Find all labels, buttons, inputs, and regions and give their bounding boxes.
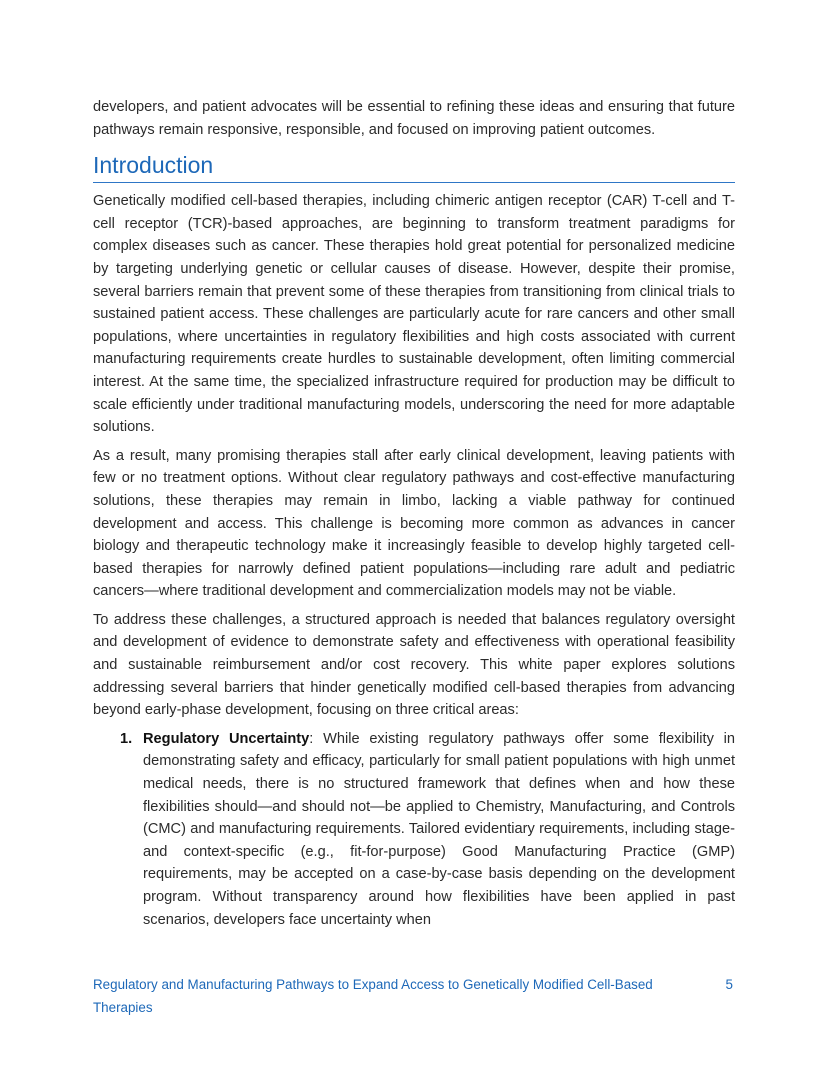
footer-title: Regulatory and Manufacturing Pathways to Expand Access to Genetically Modified Cell-Based Therapies xyxy=(93,977,653,1015)
body-paragraph: As a result, many promising therapies stall after early clinical development, leaving patients with few or no treatment options. Without clear regulatory pathways and cost-effective manufacturing solutions, these therapies may remain in limbo, lacking a viable pathway for continued development and access. This challenge is becoming more common as advances in cancer biology and therapeutic technology make it increasingly feasible to develop highly targeted cell-based therapies for narrowly defined patient populations—including rare adult and pediatric cancers—where traditional development and commercialization models may not be viable. xyxy=(93,447,735,600)
list-item-number: 1. xyxy=(120,730,133,747)
page-footer xyxy=(93,973,735,1019)
list-item-term: Regulatory Uncertainty xyxy=(143,730,310,747)
continuation-paragraph: developers, and patient advocates will be essential to refining these ideas and ensuring that future pathways remain responsive, responsible, and focused on improving patient outcomes. xyxy=(93,99,735,138)
page-body xyxy=(93,96,735,931)
numbered-list xyxy=(93,728,735,931)
body-paragraph: Genetically modified cell-based therapies, including chimeric antigen receptor (CAR) T-cell and T-cell receptor (TCR)-based approaches, are beginning to transform treatment paradigms for complex diseases such as cancer. These therapies hold great potential for personalized medicine by targeting underlying genetic or cellular causes of disease. However, despite their promise, several barriers remain that prevent some of these therapies from transitioning from clinical trials to sustained patient access. These challenges are particularly acute for rare cancers and other small populations, where uncertainties in regulatory flexibilities and high costs associated with current manufacturing requirements create hurdles to sustainable development, often limiting commercial interest. At the same time, the specialized infrastructure required for production may be difficult to scale efficiently under traditional manufacturing models, underscoring the need for more adaptable solutions. xyxy=(93,193,735,436)
page-number: 5 xyxy=(725,977,733,992)
list-item xyxy=(93,728,735,931)
section-heading: Introduction xyxy=(93,149,735,183)
list-item-body xyxy=(143,728,735,931)
list-item-text: : While existing regulatory pathways offer some flexibility in demonstrating safety and efficacy, particularly for small patient populations with high unmet medical needs, there is no structured framework that defines when and how these flexibilities should—and should not—be applied to Chemistry, Manufacturing, and Controls (CMC) and manufacturing requirements. Tailored evidentiary requirements, including stage- and context-specific (e.g., fit-for-purpose) Good Manufacturing Practice (GMP) requirements, may be accepted on a case-by-case basis depending on the development program. Without transparency around how flexibilities have been applied in past scenarios, developers face uncertainty when xyxy=(143,730,735,928)
body-paragraph: To address these challenges, a structured approach is needed that balances regulatory oversight and development of evidence to demonstrate safety and effectiveness with operational feasibility and sustainable reimbursement and/or cost recovery. This white paper explores solutions addressing several barriers that hinder genetically modified cell-based therapies from advancing beyond early-phase development, focusing on three critical areas: xyxy=(93,611,735,719)
